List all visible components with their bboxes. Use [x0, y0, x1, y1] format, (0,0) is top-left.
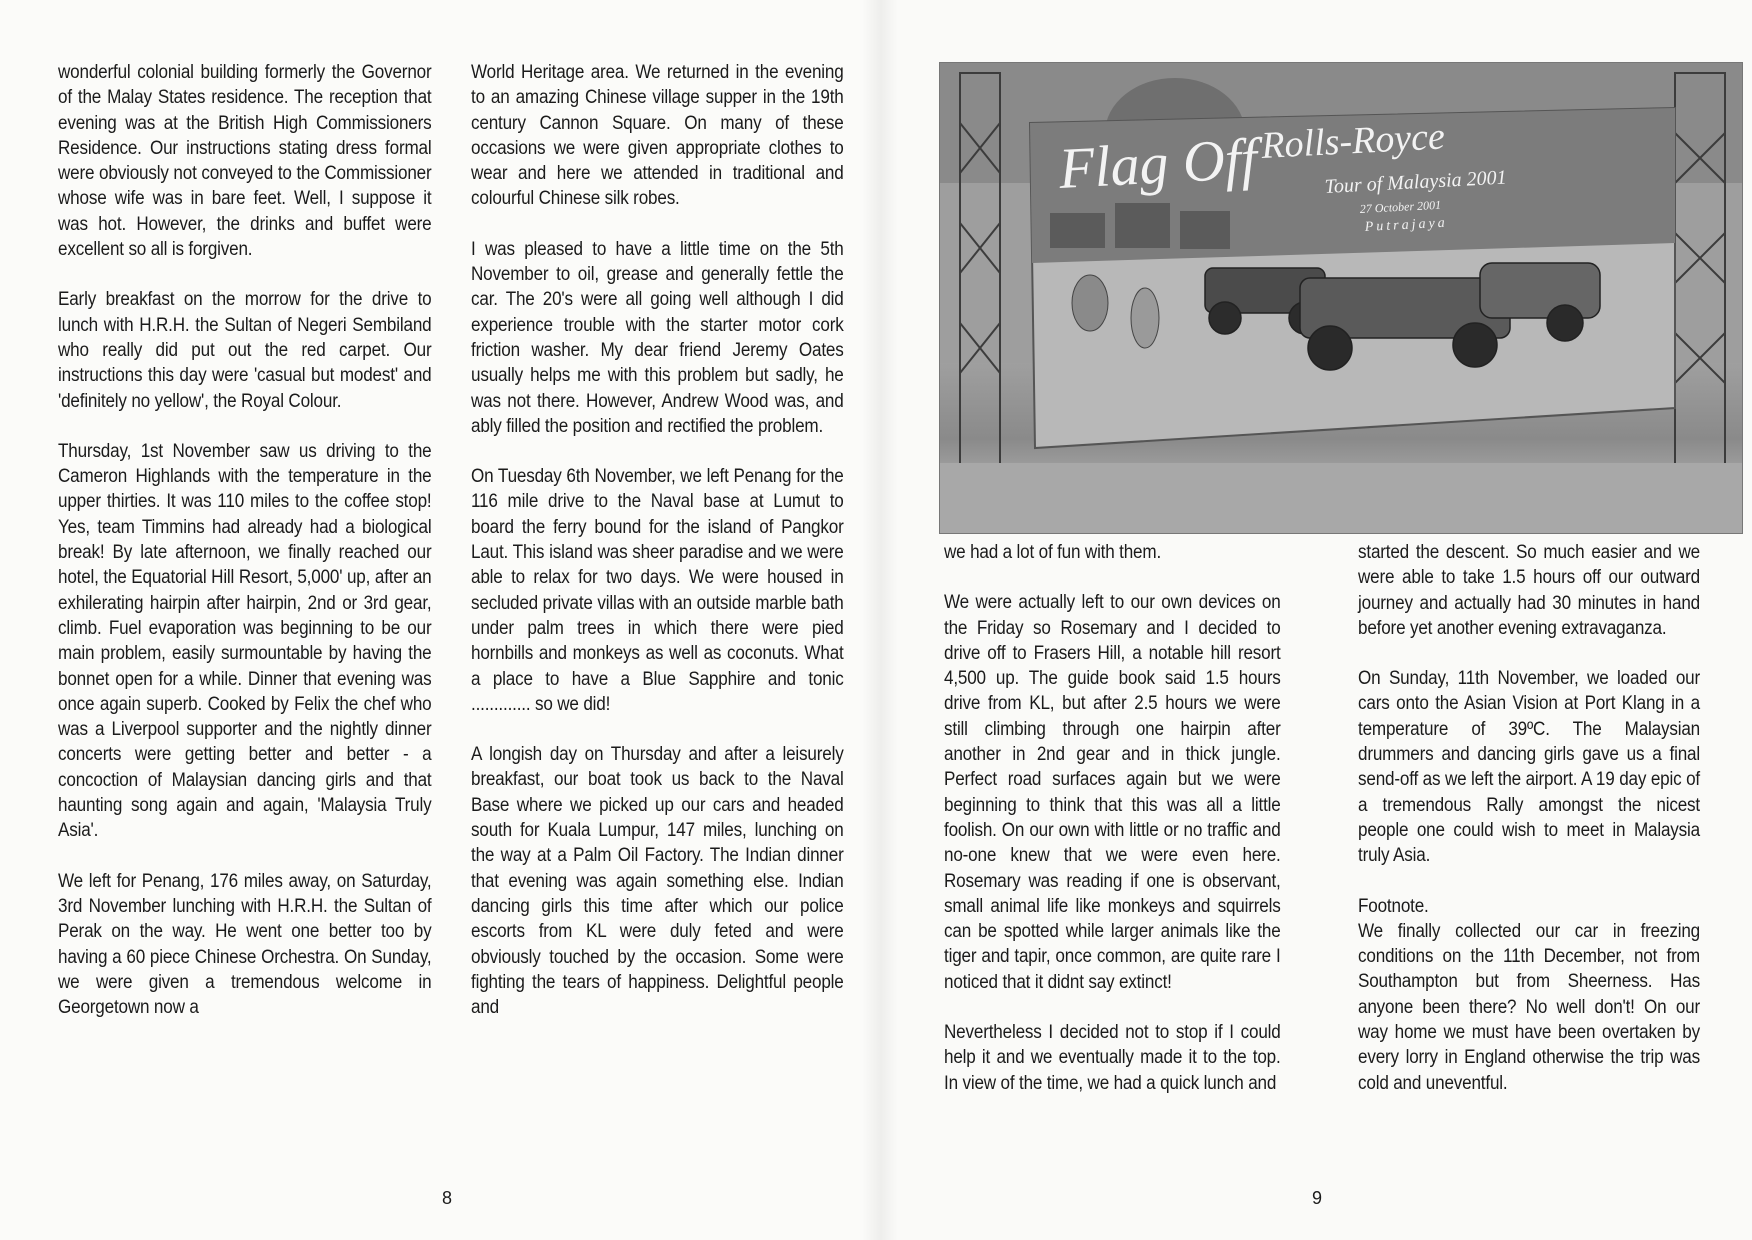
- page-number-right: 9: [1312, 1188, 1323, 1208]
- billboard-subtitle-text: Tour of Malaysia 2001: [1324, 166, 1508, 198]
- billboard-place-text: Putrajaya: [1364, 215, 1449, 235]
- paragraph: We left for Penang, 176 miles away, on Saturday, 3rd November lunching with H.R.H. the Sultan of Perak on the way. He went one better too by having a 60 piece Chinese Orchestra. On Sunday, we were given a tremendous welcome in Georgetown now a: [58, 870, 432, 1019]
- paragraph: I was pleased to have a little time on the 5th November to oil, grease and generally fettle the car. The 20's were all going well although I did experience trouble with the starter motor cork friction washer. My dear friend Jeremy Oates usually helps me with this problem but sadly, he was not there. However, Andrew Wood was, and ably filled the position and rectified the problem.: [471, 238, 844, 437]
- paragraph: On Tuesday 6th November, we left Penang for the 116 mile drive to the Naval base at Lumut to board the ferry bound for the island of Pangkor Laut. This island was sheer paradise and we were able to relax for two days. We were housed in secluded private villas with an outside marble bath under palm trees in which there were pied hornbills and monkeys as well as coconuts. What a place to have a Blue Sapphire and tonic ............. so we did!: [471, 466, 844, 715]
- paragraph: On Sunday, 11th November, we loaded our cars onto the Asian Vision at Port Klang in a temperature of 39ºC. The Malaysian drummers and dancing girls gave us a final send-off as we left the airport. A 19 day epic of a tremendous Rally amongst the nicest people one could wish to meet in Malaysia truly Asia.: [1358, 668, 1700, 867]
- paragraph: started the descent. So much easier and we were able to take 1.5 hours off our outward journey and actually had 30 minutes in hand before yet another evening extravaganza.: [1358, 542, 1700, 639]
- paragraph: wonderful colonial building formerly the Governor of the Malay States residence. The reception that evening was at the British High Commissioners Residence. Our instructions stating dress formal were obviously not conveyed to the Commissioner whose wife was in bare feet. Well, I suppose it was hot. However, the drinks and buffet were excellent so all is forgiven.: [58, 62, 432, 261]
- book-gutter: [862, 0, 898, 1240]
- billboard-date-text: 27 October 2001: [1359, 197, 1442, 216]
- page-number-left: 8: [442, 1188, 453, 1208]
- paragraph: World Heritage area. We returned in the evening to an amazing Chinese village supper in the 19th century Cannon Square. On many of these occasions we were given appropriate clothes to wear and here we attended in traditional and colourful Chinese silk robes.: [471, 62, 844, 210]
- right-page-column-2: [1358, 540, 1700, 1121]
- billboard-script-text: Flag Off: [1057, 125, 1259, 201]
- right-page-column-1: [944, 540, 1281, 1121]
- footnote-text: We finally collected our car in freezing conditions on the 11th December, not from Southampton but from Sheerness. Has anyone been there? No well don't! On our way home we must have been overtaken by every lorry in England otherwise the trip was cold and uneventful.: [1358, 920, 1700, 1094]
- footnote-heading: Footnote.: [1358, 895, 1429, 917]
- billboard-brand-text: Rolls-Royce: [1260, 115, 1446, 167]
- rolls-royce-billboard-photo: [939, 62, 1743, 534]
- paragraph: Early breakfast on the morrow for the drive to lunch with H.R.H. the Sultan of Negeri Sembiland who really did put out the red carpet. Our instructions this day were 'casual but modest' and 'definitely no yellow', the Royal Colour.: [58, 289, 432, 412]
- paragraph: Nevertheless I decided not to stop if I could help it and we eventually made it to the top. In view of the time, we had a quick lunch and: [944, 1022, 1281, 1094]
- paragraph: we had a lot of fun with them.: [944, 542, 1162, 563]
- left-page-column-1: [58, 60, 432, 1045]
- photo-illustration: [940, 63, 1742, 533]
- paragraph: Thursday, 1st November saw us driving to the Cameron Highlands with the temperature in the upper thirties. It was 110 miles to the coffee stop! Yes, team Timmins had already had a biological break! By late afternoon, we finally reached our hotel, the Equatorial Hill Resort, 5,000' up, after an exhilerating hairpin after hairpin, 2nd or 3rd gear, climb. Fuel evaporation was beginning to be our main problem, easily surmountable by having the bonnet open for a while. Dinner that evening was once again superb. Cooked by Felix the chef who was a Liverpool supporter and the nightly dinner concerts were getting better and better - a concoction of Malaysian dancing girls and that haunting song again and again, 'Malaysia Truly Asia'.: [58, 440, 432, 842]
- left-page-column-2: [471, 60, 844, 1045]
- paragraph: A longish day on Thursday and after a leisurely breakfast, our boat took us back to the Naval Base where we picked up our cars and headed south for Kuala Lumpur, 147 miles, lunching on the way at a Palm Oil Factory. The Indian dinner that evening was again something else. Indian dancing girls this time after which our police escorts from KL were duly feted and were obviously touched by the occasion. Some were fighting the tears of happiness. Delightful people and: [471, 744, 844, 1019]
- paragraph: We were actually left to our own devices on the Friday so Rosemary and I decided to drive off to Frasers Hill, a notable hill resort 4,500 up. The guide book said 1.5 hours drive from KL, but after 2.5 hours we were still climbing through one hairpin after another in 2nd gear and in thick jungle. Perfect road surfaces again but we were beginning to think that this was all a little foolish. On our own with little or no traffic and no-one knew that we were even here. Rosemary was reading if one is observant, small animal life like monkeys and squirrels can be spotted while larger animals like the tiger and tapir, once common, are quite rare I noticed that it didnt say extinct!: [944, 592, 1281, 993]
